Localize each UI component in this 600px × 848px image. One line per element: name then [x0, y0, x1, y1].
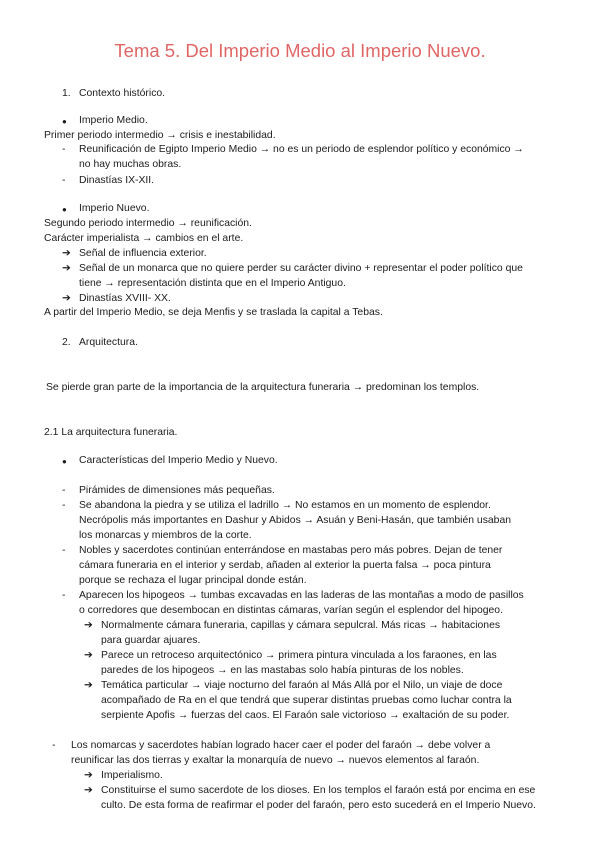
dash-marker: - [62, 545, 66, 556]
text-line: Imperialismo. [101, 770, 163, 781]
text-line: Nobles y sacerdotes continúan enterrándose en mastabas pero más pobres. Dejan de tener [79, 545, 503, 556]
text-line: Temática particular → viaje nocturno del faraón al Más Allá por el Nilo, un viaje de doce [101, 680, 503, 691]
text-line: o corredores que desembocan en distintas cámaras, varían según el esplendor del hipogeo. [79, 605, 503, 616]
list-number: 2. [62, 337, 71, 348]
arrow-icon: ➔ [62, 248, 71, 259]
arrow-icon: ➔ [62, 293, 71, 304]
arrow-icon: ➔ [84, 680, 93, 691]
text-line: cámara funeraria en el interior y serdab, añaden al exterior la puerta falsa → poca pintura [79, 560, 491, 571]
text-line: culto. De esta forma de reafirmar el poder del faraón, pero esto sucederá en el Imperio Nuevo. [101, 800, 536, 811]
page-title: Tema 5. Del Imperio Medio al Imperio Nuevo. [114, 40, 486, 61]
arrow-icon: ➔ [84, 650, 93, 661]
text-line: Pirámides de dimensiones más pequeñas. [79, 485, 275, 496]
text-line: tiene → representación distinta que en el Imperio Antiguo. [79, 278, 346, 289]
dash-marker: - [52, 740, 56, 751]
text-line: Segundo periodo intermedio → reunificación. [44, 218, 252, 229]
dash-marker: - [62, 144, 66, 155]
text-line: Reunificación de Egipto Imperio Medio → no es un periodo de esplendor político y económico → [79, 144, 524, 155]
text-line: Los nomarcas y sacerdotes habían logrado hacer caer el poder del faraón → debe volver a [71, 740, 491, 751]
text-line: Aparecen los hipogeos → tumbas excavadas en las laderas de las montañas a modo de pasillos [79, 590, 524, 601]
text-line: reunificar las dos tierras y exaltar la monarquía de nuevo → nuevos elementos al faraón. [71, 755, 480, 766]
text-line: paredes de los hipogeos → en las mastabas solo había pinturas de los nobles. [101, 665, 464, 676]
text-line: serpiente Apofis → fuerzas del caos. El Faraón sale victorioso → exaltación de su poder. [101, 710, 510, 721]
text-line: Necrópolis más importantes en Dashur y Abidos → Asuán y Beni-Hasán, que también usaban [79, 515, 512, 526]
subheading: Imperio Nuevo. [79, 203, 150, 214]
text-line: Se abandona la piedra y se utiliza el ladrillo → No estamos en un momento de esplendor. [79, 500, 491, 511]
subheading: Características del Imperio Medio y Nuevo. [79, 455, 278, 466]
subsection-heading: 2.1 La arquitectura funeraria. [44, 427, 178, 438]
text-line: acompañado de Ra en el que tendrá que superar distintas pruebas como luchar contra la [101, 695, 512, 706]
list-number: 1. [62, 88, 71, 99]
dash-marker: - [62, 175, 66, 186]
section-heading: Contexto histórico. [79, 88, 166, 99]
text-line: Dinastías XVIII- XX. [79, 293, 171, 304]
dash-marker: - [62, 485, 66, 496]
text-line: los monarcas y miembros de la corte. [79, 530, 252, 541]
text-line: no hay muchas obras. [79, 159, 182, 170]
bullet-icon: ● [62, 457, 67, 466]
arrow-icon: ➔ [84, 770, 93, 781]
subheading: Imperio Medio. [79, 115, 148, 126]
text-line: Señal de un monarca que no quiere perder su carácter divino + representar el poder político que [79, 263, 523, 274]
text-line: para guardar ajuares. [101, 635, 201, 646]
bullet-icon: ● [62, 117, 67, 126]
arrow-icon: ➔ [84, 620, 93, 631]
text-line: Carácter imperialista → cambios en el arte. [44, 233, 244, 244]
arrow-icon: ➔ [62, 263, 71, 274]
text-line: Parece un retroceso arquitectónico → primera pintura vinculada a los faraones, en las [101, 650, 497, 661]
text-line: Constituirse el sumo sacerdote de los dioses. En los templos el faraón está por encima en ese [101, 785, 536, 796]
dash-marker: - [62, 590, 66, 601]
text-line: Normalmente cámara funeraria, capillas y cámara sepulcral. Más ricas → habitaciones [101, 620, 501, 631]
dash-marker: - [62, 500, 66, 511]
text-line: Se pierde gran parte de la importancia de la arquitectura funeraria → predominan los templos. [46, 382, 480, 393]
text-line: porque se rechaza el lugar principal donde están. [79, 575, 307, 586]
arrow-icon: ➔ [84, 785, 93, 796]
text-line: Señal de influencia exterior. [79, 248, 207, 259]
text-line: A partir del Imperio Medio, se deja Menfis y se traslada la capital a Tebas. [44, 307, 383, 318]
section-heading: Arquitectura. [79, 337, 138, 348]
bullet-icon: ● [62, 205, 67, 214]
text-line: Dinastías IX-XII. [79, 175, 155, 186]
text-line: Primer periodo intermedio → crisis e inestabilidad. [44, 130, 276, 141]
